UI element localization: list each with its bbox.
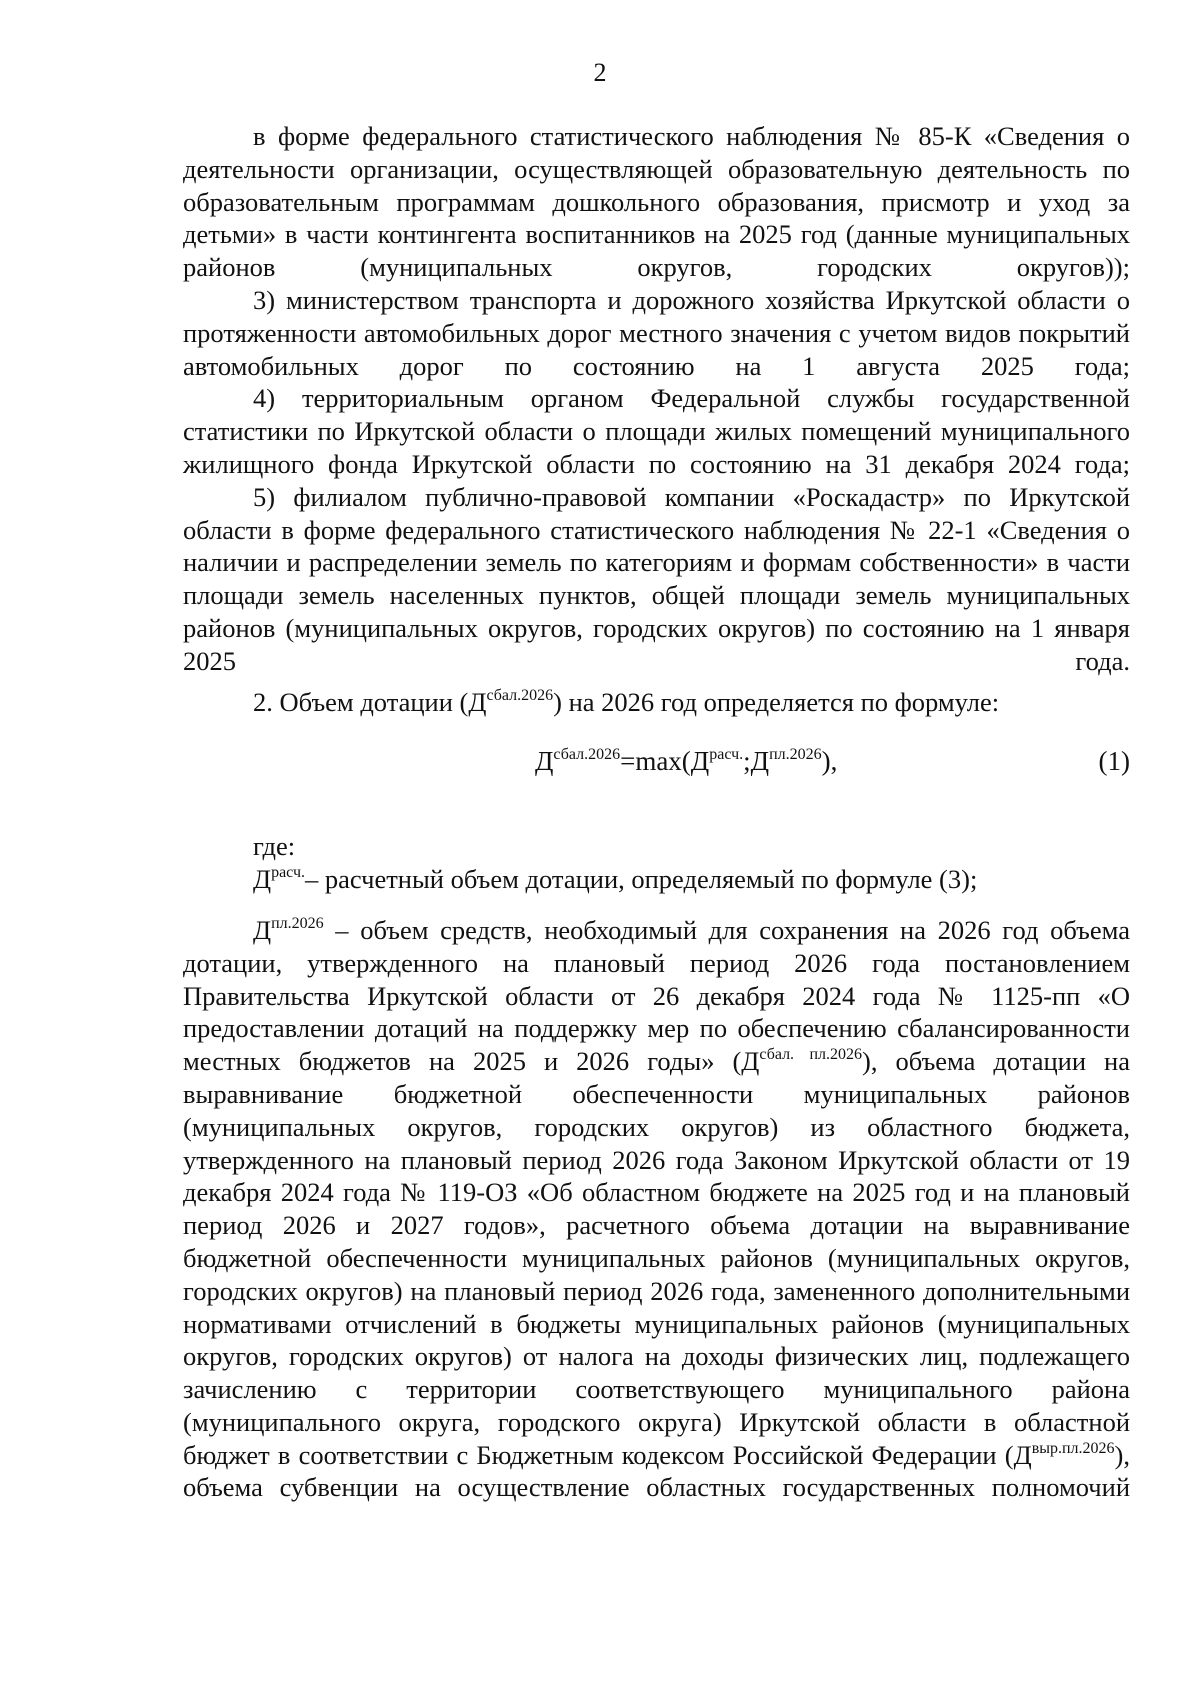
paragraph-item-4: 4) территориальным органом Федеральной службы государственной статистики по Иркутской области о площади жилых помещений муниципального жилищного фонда Иркутской области по состоянию на 31 декабря 2024 года; <box>183 383 1130 479</box>
paragraph-item-5: 5) филиалом публично-правовой компании «Роскадастр» по Иркутской области в форме федерального статистического наблюдения № 22-1 «Сведения о наличии и распределении земель по категориям и формам собственности» в части площади земель населенных пунктов, общей площади земель муниципальных районов (муниципальных округов, городских округов) по состоянию на 1 января 2025 года. <box>183 481 1130 676</box>
definition-pl2026: $Д^{пл.2026}$ – объем средств, необходимый для сохранения на 2026 год объема дотации, утвержденного на плановый период 2026 года постановлением Правительства Иркутской области от 26 декабря 2024 года № 1125-пп «О предоставлении дотаций на поддержку мер по обеспечению сбалансированности местных бюджетов на 2025 и 2026 годы» $(Д^{сбал. пл.2026})$, объема дотации на выравнивание бюджетной обеспеченности муниципальных районов (муниципальных округов, городских округов) из областного бюджета, утвержденного на плановый период 2026 года Законом Иркутской области от 19 декабря 2024 года № 119-ОЗ «Об областном бюджете на 2025 год и на плановый период 2026 и 2027 годов», расчетного объема дотации на выравнивание бюджетной обеспеченности муниципальных районов (муниципальных округов, городских округов) на плановый период 2026 года, замененного дополнительными нормативами отчислений в бюджеты муниципальных районов (муниципальных округов, городских округов) от налога на доходы физических лиц, подлежащего зачислению с территории соответствующего муниципального района (муниципального округа, городского округа) Иркутской области в областной бюджет в соответствии с Бюджетным кодексом Российской Федерации $(Д^{выр.пл.2026})$, объема субвенции на осуществление областных государственных полномочий <box>183 914 1130 1503</box>
formula-expression: $Д^{сбал.2026}=\max(Д^{расч.};Д^{пл.2026})$, <box>535 746 838 777</box>
item2-text-pre: 2. Объем дотации (Д <box>253 686 487 717</box>
paragraph-item-2 <box>183 686 1130 719</box>
definition-rasch: $Д^{расч.}-$ расчетный объем дотации, определяемый по формуле (3); <box>253 864 978 895</box>
where-label: где: <box>253 831 296 862</box>
formula-number: (1) <box>1098 746 1130 777</box>
item2-text-post: ) на 2026 год определяется по формуле: <box>553 686 1000 717</box>
paragraph-source-85k: в форме федерального статистического наблюдения № 85-К «Сведения о деятельности организации, осуществляющей образовательную деятельность по образовательным программам дошкольного образования, присмотр и уход за детьми» в части контингента воспитанников на 2025 год (данные муниципальных районов (муниципальных округов, городских округов)); <box>183 121 1130 283</box>
item2-superscript: сбал.2026 <box>486 686 554 704</box>
page-number: 2 <box>593 58 607 87</box>
document-body <box>183 120 1130 1504</box>
paragraph-item-3: 3) министерством транспорта и дорожного хозяйства Иркутской области о протяженности автомобильных дорог местного значения с учетом видов покрытий автомобильных дорог по состоянию на 1 августа 2025 года; <box>183 284 1130 381</box>
formula-1 <box>183 738 1130 818</box>
